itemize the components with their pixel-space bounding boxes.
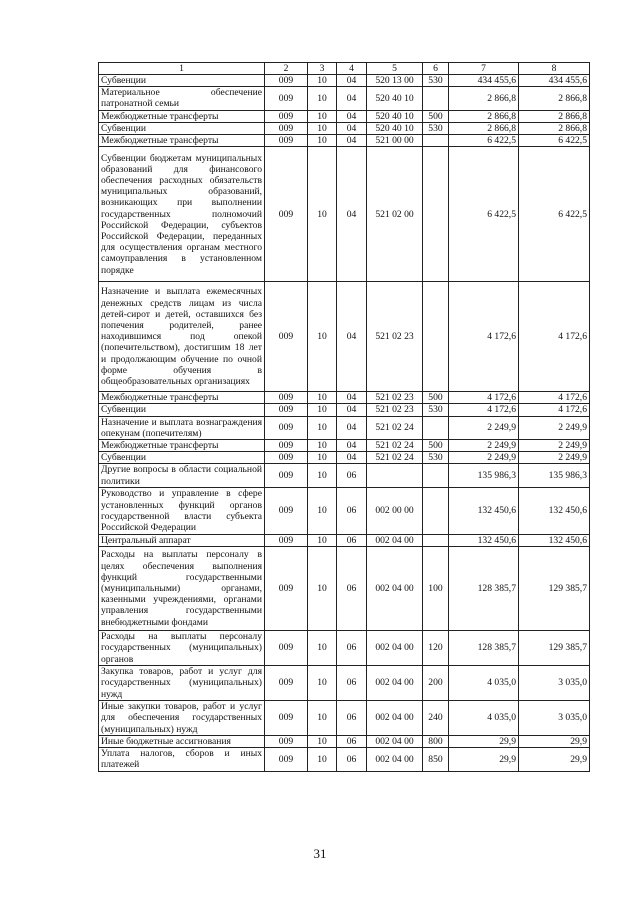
- row-gov-code-cell: 009: [265, 147, 308, 282]
- table-row: [99, 736, 590, 748]
- row-section-cell: 10: [308, 392, 337, 404]
- row-expense-type-cell: 240: [423, 701, 449, 736]
- row-amount-2-cell: 2 249,9: [519, 452, 590, 464]
- row-gov-code-cell: 009: [265, 282, 308, 392]
- row-name-cell: Субвенции: [99, 452, 265, 464]
- row-subsection-cell: 04: [337, 147, 367, 282]
- row-amount-1-cell: 4 172,6: [449, 392, 519, 404]
- row-name-cell: Другие вопросы в области социальной политики: [99, 464, 265, 487]
- row-gov-code-cell: 009: [265, 464, 308, 487]
- row-expense-type-cell: [423, 464, 449, 487]
- row-target-code-cell: 002 04 00: [367, 748, 423, 771]
- row-amount-1-cell: 128 385,7: [449, 631, 519, 666]
- row-expense-type-cell: 850: [423, 748, 449, 771]
- table-row: [99, 135, 590, 147]
- row-subsection-cell: 04: [337, 416, 367, 439]
- table-row: [99, 416, 590, 439]
- row-target-code-cell: 521 02 00: [367, 147, 423, 282]
- row-name-cell: Иные закупки товаров, работ и услуг для обеспечения государственных (муниципальных) нужд: [99, 701, 265, 736]
- header-cell: 1: [99, 63, 265, 75]
- table-row: [99, 701, 590, 736]
- row-name-cell: Межбюджетные трансферты: [99, 440, 265, 452]
- table-row: [99, 87, 590, 110]
- row-amount-2-cell: 129 385,7: [519, 547, 590, 631]
- row-expense-type-cell: 200: [423, 666, 449, 701]
- row-name-cell: Материальное обеспечение патронатной семьи: [99, 87, 265, 110]
- row-gov-code-cell: 009: [265, 631, 308, 666]
- table-row: [99, 464, 590, 487]
- row-target-code-cell: 520 40 10: [367, 110, 423, 122]
- row-name-cell: Субвенции: [99, 122, 265, 134]
- row-name-cell: Иные бюджетные ассигнования: [99, 736, 265, 748]
- row-expense-type-cell: 530: [423, 75, 449, 87]
- table-row: [99, 547, 590, 631]
- row-name-cell: Центральный аппарат: [99, 534, 265, 546]
- row-name-cell: Назначение и выплата вознаграждения опекунам (попечителям): [99, 416, 265, 439]
- row-expense-type-cell: 500: [423, 440, 449, 452]
- row-expense-type-cell: [423, 487, 449, 534]
- row-gov-code-cell: 009: [265, 122, 308, 134]
- row-amount-2-cell: 4 172,6: [519, 392, 590, 404]
- row-gov-code-cell: 009: [265, 440, 308, 452]
- row-amount-1-cell: 2 866,8: [449, 122, 519, 134]
- table-row: [99, 122, 590, 134]
- row-name-cell: Расходы на выплаты персоналу в целях обеспечения выполнения функций государственными (муниципальными) органами, казенными учреждениями, органами управления государственными внебюджетными фондами: [99, 547, 265, 631]
- row-expense-type-cell: [423, 87, 449, 110]
- row-target-code-cell: 002 04 00: [367, 666, 423, 701]
- table-row: [99, 404, 590, 416]
- row-expense-type-cell: 500: [423, 392, 449, 404]
- table-row: [99, 666, 590, 701]
- row-amount-2-cell: 132 450,6: [519, 534, 590, 546]
- row-expense-type-cell: 500: [423, 110, 449, 122]
- row-section-cell: 10: [308, 404, 337, 416]
- row-amount-1-cell: 4 172,6: [449, 282, 519, 392]
- row-gov-code-cell: 009: [265, 701, 308, 736]
- row-subsection-cell: 04: [337, 135, 367, 147]
- row-amount-1-cell: 132 450,6: [449, 487, 519, 534]
- table-row: [99, 631, 590, 666]
- row-amount-1-cell: 6 422,5: [449, 135, 519, 147]
- row-amount-2-cell: 2 866,8: [519, 110, 590, 122]
- row-expense-type-cell: 100: [423, 547, 449, 631]
- row-target-code-cell: 521 02 24: [367, 416, 423, 439]
- row-gov-code-cell: 009: [265, 736, 308, 748]
- row-amount-2-cell: 2 249,9: [519, 416, 590, 439]
- row-subsection-cell: 04: [337, 75, 367, 87]
- budget-table: [98, 62, 590, 772]
- row-amount-2-cell: 6 422,5: [519, 147, 590, 282]
- row-expense-type-cell: 120: [423, 631, 449, 666]
- header-cell: 7: [449, 63, 519, 75]
- row-gov-code-cell: 009: [265, 416, 308, 439]
- row-gov-code-cell: 009: [265, 534, 308, 546]
- row-amount-1-cell: 29,9: [449, 748, 519, 771]
- table-row: [99, 440, 590, 452]
- row-target-code-cell: 521 02 24: [367, 452, 423, 464]
- row-name-cell: Субвенции: [99, 75, 265, 87]
- row-gov-code-cell: 009: [265, 404, 308, 416]
- row-target-code-cell: 002 04 00: [367, 534, 423, 546]
- row-amount-2-cell: 29,9: [519, 736, 590, 748]
- row-amount-2-cell: 4 172,6: [519, 404, 590, 416]
- row-expense-type-cell: [423, 282, 449, 392]
- row-subsection-cell: 06: [337, 487, 367, 534]
- table-row: [99, 282, 590, 392]
- row-section-cell: 10: [308, 631, 337, 666]
- row-expense-type-cell: [423, 534, 449, 546]
- table-row: [99, 110, 590, 122]
- row-target-code-cell: 520 40 10: [367, 87, 423, 110]
- row-section-cell: 10: [308, 110, 337, 122]
- row-amount-1-cell: 128 385,7: [449, 547, 519, 631]
- row-amount-1-cell: 4 172,6: [449, 404, 519, 416]
- row-section-cell: 10: [308, 701, 337, 736]
- row-section-cell: 10: [308, 135, 337, 147]
- row-amount-1-cell: 6 422,5: [449, 147, 519, 282]
- table-row: [99, 452, 590, 464]
- header-row: [99, 63, 590, 75]
- header-cell: 3: [308, 63, 337, 75]
- row-gov-code-cell: 009: [265, 75, 308, 87]
- row-name-cell: Межбюджетные трансферты: [99, 392, 265, 404]
- row-target-code-cell: 521 02 23: [367, 282, 423, 392]
- row-gov-code-cell: 009: [265, 666, 308, 701]
- row-amount-1-cell: 4 035,0: [449, 701, 519, 736]
- row-amount-1-cell: 434 455,6: [449, 75, 519, 87]
- row-section-cell: 10: [308, 547, 337, 631]
- row-section-cell: 10: [308, 282, 337, 392]
- row-gov-code-cell: 009: [265, 87, 308, 110]
- row-expense-type-cell: 800: [423, 736, 449, 748]
- row-amount-2-cell: 2 866,8: [519, 87, 590, 110]
- row-name-cell: Расходы на выплаты персоналу государственных (муниципальных) органов: [99, 631, 265, 666]
- row-expense-type-cell: 530: [423, 122, 449, 134]
- row-amount-2-cell: 2 249,9: [519, 440, 590, 452]
- row-expense-type-cell: 530: [423, 404, 449, 416]
- row-section-cell: 10: [308, 416, 337, 439]
- row-amount-2-cell: 29,9: [519, 748, 590, 771]
- row-subsection-cell: 06: [337, 534, 367, 546]
- row-section-cell: 10: [308, 534, 337, 546]
- row-section-cell: 10: [308, 440, 337, 452]
- row-subsection-cell: 06: [337, 748, 367, 771]
- table-body: [99, 75, 590, 772]
- table-row: [99, 147, 590, 282]
- row-amount-2-cell: 6 422,5: [519, 135, 590, 147]
- row-gov-code-cell: 009: [265, 110, 308, 122]
- row-subsection-cell: 06: [337, 701, 367, 736]
- row-amount-2-cell: 3 035,0: [519, 666, 590, 701]
- row-amount-2-cell: 129 385,7: [519, 631, 590, 666]
- row-name-cell: Закупка товаров, работ и услуг для государственных (муниципальных) нужд: [99, 666, 265, 701]
- row-subsection-cell: 04: [337, 110, 367, 122]
- row-gov-code-cell: 009: [265, 135, 308, 147]
- row-amount-2-cell: 4 172,6: [519, 282, 590, 392]
- row-amount-2-cell: 434 455,6: [519, 75, 590, 87]
- row-name-cell: Субвенции бюджетам муниципальных образований для финансового обеспечения расходных обязательств муниципальных образований, возникающих при выполнении государственных полномочий Российской Федерации, субъектов Российской Федерации, переданных для осуществления органам местного самоуправления в установленном порядке: [99, 147, 265, 282]
- row-target-code-cell: 002 04 00: [367, 736, 423, 748]
- row-expense-type-cell: 530: [423, 452, 449, 464]
- row-section-cell: 10: [308, 464, 337, 487]
- row-subsection-cell: 04: [337, 282, 367, 392]
- row-gov-code-cell: 009: [265, 547, 308, 631]
- row-section-cell: 10: [308, 748, 337, 771]
- row-target-code-cell: 002 00 00: [367, 487, 423, 534]
- table-row: [99, 392, 590, 404]
- row-section-cell: 10: [308, 487, 337, 534]
- row-amount-1-cell: 135 986,3: [449, 464, 519, 487]
- row-amount-1-cell: 2 249,9: [449, 440, 519, 452]
- row-name-cell: Межбюджетные трансферты: [99, 135, 265, 147]
- row-amount-2-cell: 2 866,8: [519, 122, 590, 134]
- header-cell: 2: [265, 63, 308, 75]
- row-subsection-cell: 04: [337, 404, 367, 416]
- table-row: [99, 534, 590, 546]
- row-target-code-cell: 521 02 23: [367, 404, 423, 416]
- row-section-cell: 10: [308, 122, 337, 134]
- row-name-cell: Субвенции: [99, 404, 265, 416]
- row-expense-type-cell: [423, 147, 449, 282]
- row-subsection-cell: 04: [337, 452, 367, 464]
- row-gov-code-cell: 009: [265, 452, 308, 464]
- row-amount-1-cell: 132 450,6: [449, 534, 519, 546]
- row-expense-type-cell: [423, 416, 449, 439]
- row-amount-1-cell: 2 249,9: [449, 452, 519, 464]
- row-target-code-cell: [367, 464, 423, 487]
- row-name-cell: Руководство и управление в сфере установленных функций органов государственной власти субъекта Российской Федерации: [99, 487, 265, 534]
- row-target-code-cell: 002 04 00: [367, 631, 423, 666]
- row-amount-1-cell: 4 035,0: [449, 666, 519, 701]
- row-subsection-cell: 04: [337, 440, 367, 452]
- row-subsection-cell: 06: [337, 666, 367, 701]
- row-gov-code-cell: 009: [265, 392, 308, 404]
- header-cell: 8: [519, 63, 590, 75]
- row-amount-2-cell: 135 986,3: [519, 464, 590, 487]
- row-subsection-cell: 06: [337, 464, 367, 487]
- row-name-cell: Межбюджетные трансферты: [99, 110, 265, 122]
- row-target-code-cell: 521 02 24: [367, 440, 423, 452]
- row-expense-type-cell: [423, 135, 449, 147]
- row-gov-code-cell: 009: [265, 487, 308, 534]
- row-name-cell: Уплата налогов, сборов и иных платежей: [99, 748, 265, 771]
- row-amount-2-cell: 132 450,6: [519, 487, 590, 534]
- table-row: [99, 748, 590, 771]
- row-section-cell: 10: [308, 666, 337, 701]
- row-section-cell: 10: [308, 87, 337, 110]
- row-subsection-cell: 04: [337, 122, 367, 134]
- row-subsection-cell: 04: [337, 392, 367, 404]
- header-cell: 6: [423, 63, 449, 75]
- row-subsection-cell: 06: [337, 736, 367, 748]
- page-number: 31: [313, 846, 327, 861]
- row-section-cell: 10: [308, 147, 337, 282]
- row-amount-1-cell: 2 249,9: [449, 416, 519, 439]
- row-subsection-cell: 06: [337, 631, 367, 666]
- row-gov-code-cell: 009: [265, 748, 308, 771]
- row-target-code-cell: 002 04 00: [367, 547, 423, 631]
- row-target-code-cell: 521 02 23: [367, 392, 423, 404]
- row-subsection-cell: 04: [337, 87, 367, 110]
- header-cell: 4: [337, 63, 367, 75]
- row-amount-1-cell: 2 866,8: [449, 87, 519, 110]
- row-target-code-cell: 002 04 00: [367, 701, 423, 736]
- row-amount-1-cell: 2 866,8: [449, 110, 519, 122]
- row-section-cell: 10: [308, 736, 337, 748]
- table-row: [99, 75, 590, 87]
- row-section-cell: 10: [308, 452, 337, 464]
- row-name-cell: Назначение и выплата ежемесячных денежных средств лицам из числа детей-сирот и детей, оставшихся без попечения родителей, ранее находившимся под опекой (попечительством), достигшим 18 лет и продолжающим обучение по очной форме обучения в общеобразовательных организациях: [99, 282, 265, 392]
- header-cell: 5: [367, 63, 423, 75]
- table-row: [99, 487, 590, 534]
- row-amount-2-cell: 3 035,0: [519, 701, 590, 736]
- row-target-code-cell: 520 40 10: [367, 122, 423, 134]
- row-subsection-cell: 06: [337, 547, 367, 631]
- row-target-code-cell: 521 00 00: [367, 135, 423, 147]
- row-target-code-cell: 520 13 00: [367, 75, 423, 87]
- row-section-cell: 10: [308, 75, 337, 87]
- row-amount-1-cell: 29,9: [449, 736, 519, 748]
